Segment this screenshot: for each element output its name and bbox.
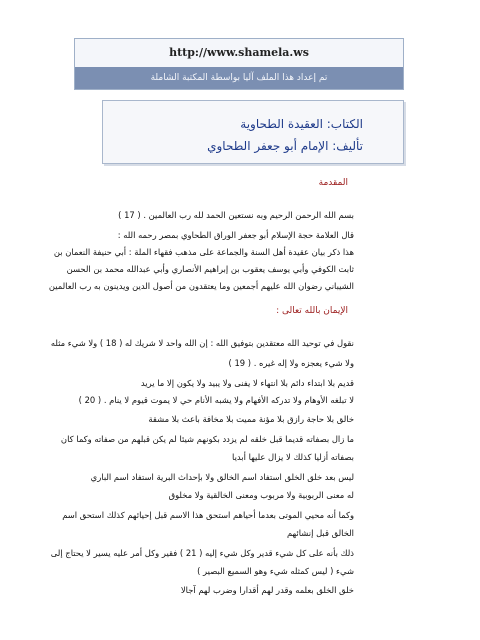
intro-heading: المقدمة [318,178,348,188]
faith-line: لا تبلغه الأوهام ولا تدركه الأفهام ولا يشبه الأنام حي لا يموت قيوم لا ينام . ( 20 ) [78,395,354,405]
book-info-box [102,100,404,164]
intro-line: الشيباني رضوان الله عليهم أجمعين وما يعتقدون من أصول الدين ويدينون به رب العالمين [48,281,354,291]
faith-heading: الإيمان بالله تعالى : [276,306,348,316]
faith-line: ولا شيء يعجزه ولا إله غيره . ( 19 ) [228,358,354,368]
book-author: تأليف: الإمام أبو جعفر الطحاوي [207,139,363,153]
site-url[interactable]: http://www.shamela.ws [75,39,403,67]
book-title: الكتاب: العقيدة الطحاوية [240,117,363,131]
faith-line: له معنى الربوبية ولا مربوب ومعنى الخالقية ولا مخلوق [168,490,354,500]
intro-line: هذا ذكر بيان عقيدة أهل السنة والجماعة على مذهب فقهاء الملة : أبي حنيفة النعمان بن [53,247,354,257]
faith-line: الخالق قبل إنشائهم [286,528,354,538]
faith-line: ما زال بصفاته قديما قبل خلقه لم يزدد بكونهم شيئا لم يكن قبلهم من صفاته وكما كان [60,434,354,444]
faith-line: خلق الخلق بعلمه وقدر لهم أقدارا وضرب لهم آجالا [180,585,354,595]
faith-line: نقول في توحيد الله معتقدين بتوفيق الله : إن الله واحد لا شريك له ( 18 ) ولا شيء مثله [50,338,354,348]
faith-line: ذلك بأنه على كل شيء قدير وكل شيء إليه ( 21 ) فقير وكل أمر عليه يسير لا يحتاج إلى [50,548,354,558]
intro-line: ثابت الكوفي وأبي يوسف يعقوب بن إبراهيم الأنصاري وأبي عبدالله محمد بن الحسن [66,264,354,274]
faith-line: خالق بلا حاجة رازق بلا مؤنة مميت بلا مخافة باعث بلا مشقة [148,414,354,424]
intro-line: قال العلامة حجة الإسلام أبو جعفر الوراق الطحاوي بمصر رحمه الله : [117,230,354,240]
faith-line: وكما أنه محيي الموتى بعدما أحياهم استحق هذا الاسم قبل إحيائهم كذلك استحق اسم [62,510,354,520]
intro-line: بسم الله الرحمن الرحيم وبه نستعين الحمد لله رب العالمين . ( 17 ) [118,210,354,220]
site-banner: تم إعداد هذا الملف آليا بواسطة المكتبة الشاملة [75,67,403,89]
faith-line: شيء ( ليس كمثله شيء وهو السميع البصير ) [197,566,354,576]
site-header [74,38,404,90]
faith-line: ليس بعد خلق الخلق استفاد اسم الخالق ولا بإحداث البرية استفاد اسم الباري [90,472,354,482]
faith-line: بصفاته أزليا كذلك لا يزال عليها أبديا [232,452,354,462]
faith-line: قديم بلا ابتداء دائم بلا انتهاء لا يفنى ولا يبيد ولا يكون إلا ما يريد [140,378,354,388]
